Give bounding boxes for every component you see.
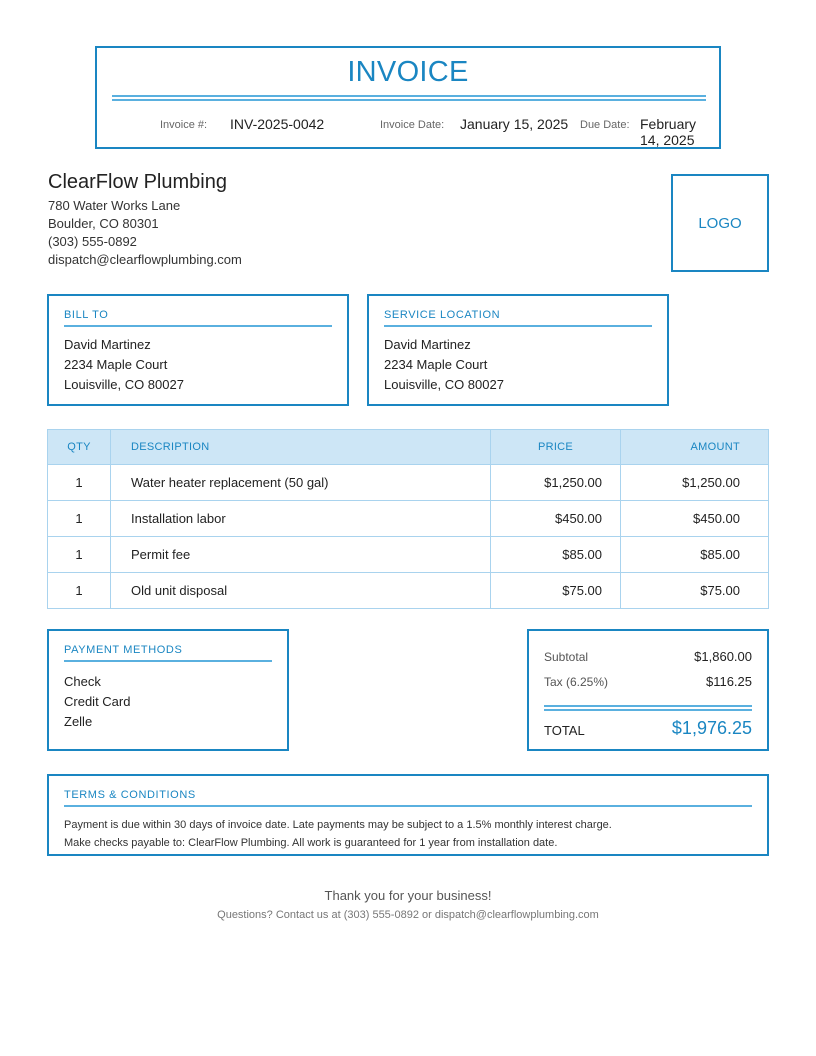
header-amount: AMOUNT: [620, 430, 768, 464]
service-location-label: SERVICE LOCATION: [384, 309, 501, 321]
bill-to-city: Louisville, CO 80027: [64, 377, 184, 392]
invoice-title: INVOICE: [347, 56, 469, 88]
row-price: $450.00: [490, 501, 620, 536]
line-items-table: [47, 429, 769, 609]
table-row: [48, 500, 768, 536]
payment-method-item: Zelle: [64, 714, 93, 729]
row-description: Installation labor: [110, 501, 490, 536]
invoice-number: INV-2025-0042: [230, 116, 325, 132]
table-row: [48, 572, 768, 608]
payment-methods-divider: [64, 660, 272, 662]
footer-thanks: Thank you for your business!: [324, 888, 492, 903]
row-qty: 1: [75, 511, 83, 526]
subtotal-value: $1,860.00: [694, 649, 752, 664]
subtotal-label: Subtotal: [544, 650, 589, 664]
row-amount: $1,250.00: [620, 465, 768, 500]
header-price: PRICE: [490, 430, 620, 464]
payment-methods-box: [47, 629, 289, 751]
invoice-header: [95, 46, 721, 149]
service-location-city: Louisville, CO 80027: [384, 377, 504, 392]
row-amount: $85.00: [620, 537, 768, 572]
table-row: [48, 536, 768, 572]
row-description: Old unit disposal: [110, 573, 490, 608]
due-date-label: Due Date:: [580, 119, 630, 131]
bill-to-name: David Martinez: [64, 337, 151, 352]
totals-box: [527, 629, 769, 751]
row-price: $75.00: [490, 573, 620, 608]
terms-divider: [64, 805, 752, 807]
company-address-line1: 780 Water Works Lane: [48, 198, 181, 213]
company-email: dispatch@clearflowplumbing.com: [48, 252, 242, 267]
tax-value: $116.25: [705, 674, 752, 689]
bill-to-label: BILL TO: [64, 309, 109, 321]
bill-to-divider: [64, 325, 332, 327]
service-location-divider: [384, 325, 652, 327]
total-value: $1,976.25: [671, 718, 752, 738]
terms-box: [47, 774, 769, 856]
payment-method-item: Credit Card: [64, 694, 131, 709]
table-row: [48, 464, 768, 500]
bill-to-street: 2234 Maple Court: [64, 357, 168, 372]
footer-contact: Questions? Contact us at (303) 555-0892 or dispatch@clearflowplumbing.com: [217, 909, 599, 921]
invoice-date-label: Invoice Date:: [380, 119, 445, 131]
company-address-line2: Boulder, CO 80301: [48, 216, 159, 231]
row-price: $1,250.00: [490, 465, 620, 500]
totals-divider: [544, 705, 752, 711]
service-location-name: David Martinez: [384, 337, 471, 352]
service-location-box: [367, 294, 669, 406]
header-divider: [112, 95, 706, 101]
row-description: Permit fee: [110, 537, 490, 572]
header-description: DESCRIPTION: [110, 430, 490, 464]
tax-label: Tax (6.25%): [544, 675, 609, 689]
company-name: ClearFlow Plumbing: [48, 171, 227, 193]
service-location-street: 2234 Maple Court: [384, 357, 488, 372]
total-label: TOTAL: [544, 723, 585, 738]
terms-line: Payment is due within 30 days of invoice date. Late payments may be subject to a 1.5% monthly interest charge.: [64, 819, 612, 831]
row-qty: 1: [75, 475, 83, 490]
row-price: $85.00: [490, 537, 620, 572]
row-qty: 1: [75, 583, 83, 598]
invoice-number-label: Invoice #:: [160, 119, 208, 131]
table-header-row: [48, 430, 768, 464]
payment-methods-label: PAYMENT METHODS: [64, 644, 183, 656]
row-description: Water heater replacement (50 gal): [110, 465, 490, 500]
header-qty: QTY: [67, 441, 91, 453]
logo-text: LOGO: [698, 214, 742, 232]
due-date: February 14, 2025: [640, 116, 697, 148]
payment-method-item: Check: [64, 674, 101, 689]
logo-placeholder: [671, 174, 769, 272]
row-amount: $450.00: [620, 501, 768, 536]
company-phone: (303) 555-0892: [48, 234, 137, 249]
row-qty: 1: [75, 547, 83, 562]
terms-line: Make checks payable to: ClearFlow Plumbing. All work is guaranteed for 1 year from installation date.: [64, 837, 558, 849]
row-amount: $75.00: [620, 573, 768, 608]
terms-label: TERMS & CONDITIONS: [64, 789, 196, 801]
invoice-date: January 15, 2025: [460, 116, 569, 132]
bill-to-box: [47, 294, 349, 406]
